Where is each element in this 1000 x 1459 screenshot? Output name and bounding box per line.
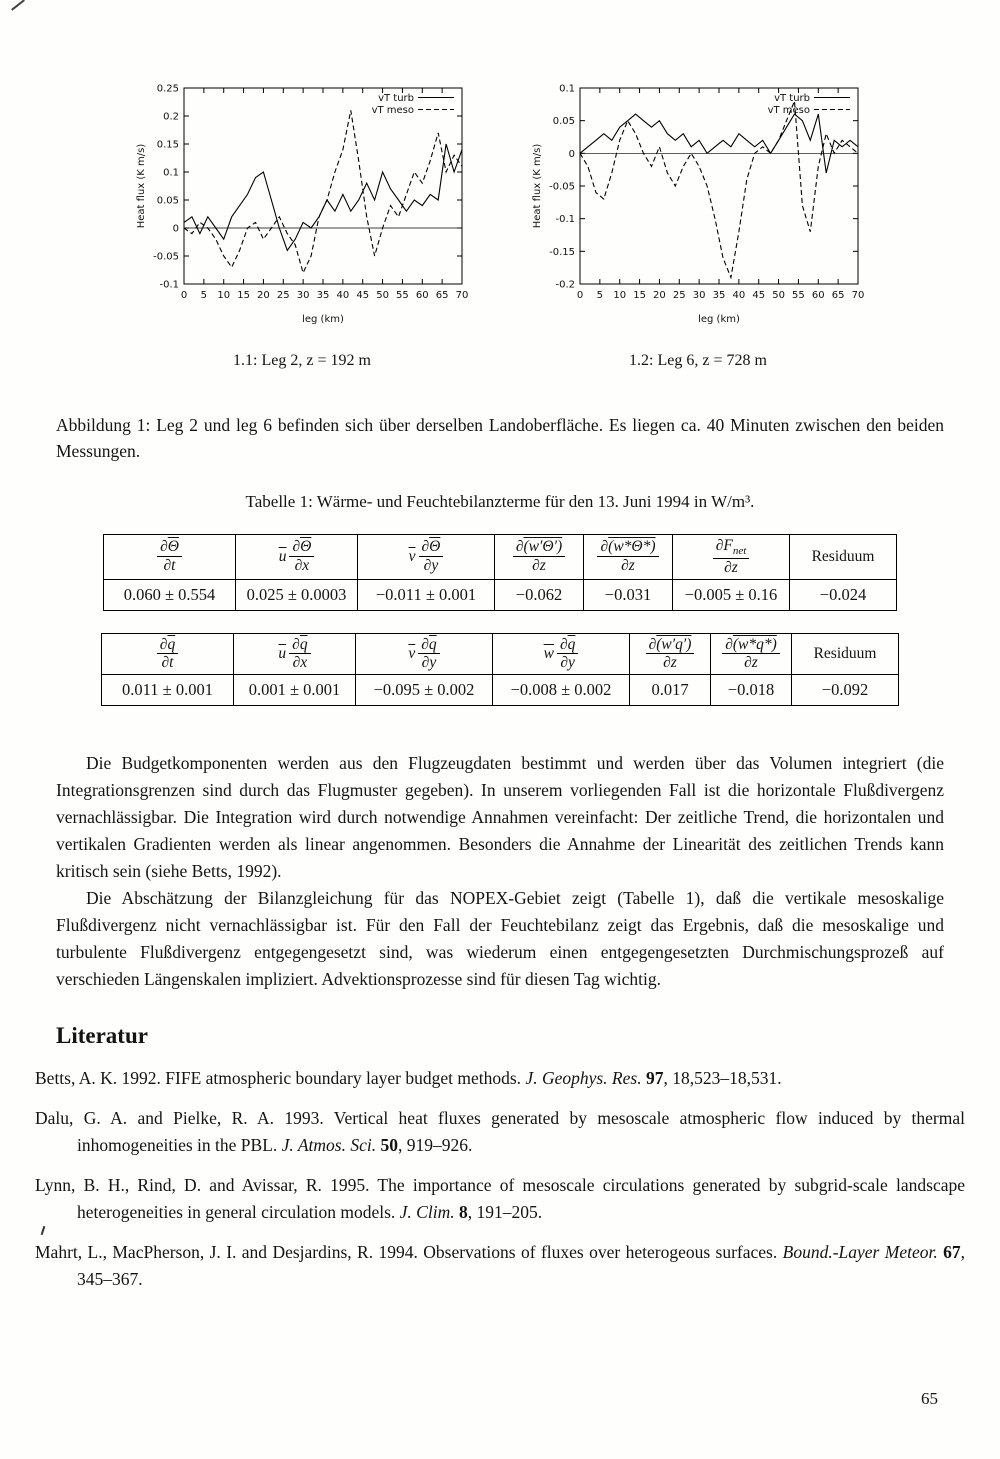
balance-table xyxy=(103,534,897,611)
math-segment: J. Geophys. Res. xyxy=(525,1068,646,1089)
svg-text:20: 20 xyxy=(653,290,666,301)
svg-text:leg (km): leg (km) xyxy=(302,314,344,325)
table-header-cell: $\overline{v}$ $\frac{\partial\overline{q}}{\partial y}$ xyxy=(356,633,493,675)
math-segment: $\overline{u}$ xyxy=(278,644,287,662)
math-segment: (w′Θ′) xyxy=(523,538,563,556)
math-segment: ∂ xyxy=(515,538,524,556)
math-segment: Betts, A. K. 1992. FIFE atmospheric boundary layer budget methods. xyxy=(35,1068,526,1089)
table-value-cell: −0.095 ± 0.002 xyxy=(356,675,493,706)
svg-text:40: 40 xyxy=(732,290,746,301)
svg-text:60: 60 xyxy=(811,290,825,301)
chart-leg2-caption: 1.1: Leg 2, z = 192 m xyxy=(233,352,371,369)
svg-text:40: 40 xyxy=(336,290,350,301)
math-segment: 97 xyxy=(645,1068,664,1089)
math-segment: ∂ xyxy=(292,635,300,653)
svg-text:15: 15 xyxy=(237,290,250,301)
svg-text:vT turb: vT turb xyxy=(378,93,414,104)
table-value-cell: −0.031 xyxy=(584,579,673,610)
math-segment: ∂ xyxy=(421,538,430,556)
svg-text:70: 70 xyxy=(455,290,469,301)
page-number: 65 xyxy=(921,1389,938,1408)
table-value-cell: −0.008 ± 0.002 xyxy=(493,675,630,706)
svg-text:0.1: 0.1 xyxy=(559,83,575,95)
math-segment: ∂F xyxy=(715,537,733,554)
svg-text:0: 0 xyxy=(568,148,575,160)
table-caption: Tabelle 1: Wärme- und Feuchtebilanzterme für den 13. Juni 1994 in W/m³. xyxy=(245,492,755,511)
svg-text:50: 50 xyxy=(772,290,785,301)
math-segment: $\overline{\Theta}$ xyxy=(300,538,312,556)
series-vt-turb xyxy=(580,114,858,173)
math-segment: (w′q′) xyxy=(656,635,692,653)
svg-text:0: 0 xyxy=(172,223,179,235)
svg-text:0.25: 0.25 xyxy=(156,83,179,95)
heat-balance-table xyxy=(0,534,1000,611)
math-segment: Dalu, G. A. and Pielke, R. A. 1993. Vertical heat fluxes generated by mesoscale atmospheric flow induced by thermal inhomogeneities in the PBL. xyxy=(35,1108,965,1156)
math-segment: 8 xyxy=(458,1202,468,1223)
body-paragraph-1: Die Budgetkomponenten werden aus den Flugzeugdaten bestimmt und werden über das Volumen integriert (die Integrationsgrenzen sind durch das Flugmuster gegeben). In unserem vorliegenden Fall ist die horizontale Flußdivergenz vernachlässigbar. Die Integration wird durch notwendige Annahmen vereinfacht: Der zeitliche Trend, die horizontalen und vertikalen Gradienten werden als linear angenommen. Besonders die Annahme der Linearität des zeitlichen Trends kann kritisch sein (siehe Betts, 1992). xyxy=(56,753,944,882)
table-header-cell: Residuum xyxy=(792,633,899,675)
moisture-balance-table xyxy=(0,633,1000,707)
math-segment: $\overline{v}$ xyxy=(408,644,416,662)
table-value-cell: −0.062 xyxy=(495,579,584,610)
table-header-cell: $\partial F_{net}$ ∂z xyxy=(673,535,790,580)
svg-text:5: 5 xyxy=(596,290,604,301)
math-segment: $\overline{w}$ xyxy=(543,644,554,662)
table-value-cell: 0.060 ± 0.554 xyxy=(104,579,236,610)
math-segment: $\overline{q}$ xyxy=(567,635,576,653)
chart-leg2-plot xyxy=(132,78,472,328)
table-header-cell: $\frac{\partial(w'\Theta')}{\partial z}$ xyxy=(495,535,584,580)
table-header-cell: $\overline{u}$ $\frac{\partial\overline{\Theta}}{\partial x}$ xyxy=(236,535,358,580)
svg-text:-0.1: -0.1 xyxy=(159,279,179,291)
table-value-cell: 0.025 ± 0.0003 xyxy=(236,579,358,610)
math-segment: , 345–367. xyxy=(77,1242,965,1290)
math-segment: (w*Θ*) xyxy=(608,538,656,556)
math-segment: ∂ xyxy=(648,635,657,653)
svg-text:-0.05: -0.05 xyxy=(153,251,179,263)
math-segment: $\overline{\Theta}$ xyxy=(167,538,179,556)
series-vt-meso xyxy=(184,110,462,272)
math-segment: $\overline{u}$ xyxy=(278,547,287,565)
chart-leg2 xyxy=(132,78,472,370)
svg-text:leg (km): leg (km) xyxy=(698,314,740,325)
svg-text:10: 10 xyxy=(613,290,627,301)
table-header-cell: $\overline{v}$ $\frac{\partial\overline{\Theta}}{\partial y}$ xyxy=(358,535,495,580)
math-segment: J. Atmos. Sci. xyxy=(281,1135,381,1156)
svg-text:45: 45 xyxy=(356,290,370,301)
literatur-heading: Literatur xyxy=(56,1023,148,1049)
math-segment: $\overline{q}$ xyxy=(299,635,308,653)
svg-text:-0.1: -0.1 xyxy=(555,214,575,226)
table-value-cell: −0.005 ± 0.16 xyxy=(673,579,790,610)
math-segment: ∂ xyxy=(160,538,168,556)
chart-leg6-plot xyxy=(528,78,868,328)
balance-table xyxy=(101,633,899,707)
svg-text:45: 45 xyxy=(752,290,766,301)
table-header-cell: $\frac{\partial(w*\Theta*)}{\partial z}$ xyxy=(584,535,673,580)
reference-item xyxy=(35,1172,965,1226)
table-value-cell: 0.011 ± 0.001 xyxy=(102,675,234,706)
svg-text:-0.15: -0.15 xyxy=(549,246,575,258)
reference-item xyxy=(35,1065,965,1092)
math-segment: , 18,523–18,531. xyxy=(663,1068,782,1089)
svg-text:0.2: 0.2 xyxy=(163,111,179,123)
svg-text:0.15: 0.15 xyxy=(156,139,179,151)
math-segment: ∂ xyxy=(159,635,168,653)
table-header-cell: $\overline{u}$ $\frac{\partial\overline{q}}{\partial x}$ xyxy=(234,633,356,675)
svg-text:35: 35 xyxy=(712,290,726,301)
svg-text:5: 5 xyxy=(200,290,208,301)
math-segment: (w*q*) xyxy=(732,635,777,653)
svg-text:30: 30 xyxy=(692,290,706,301)
table-value-cell: 0.017 xyxy=(630,675,711,706)
math-segment: ∂ xyxy=(292,538,301,556)
svg-text:65: 65 xyxy=(831,290,845,301)
svg-text:60: 60 xyxy=(415,290,429,301)
svg-text:0: 0 xyxy=(180,290,188,301)
math-segment: net xyxy=(732,545,747,558)
svg-text:0: 0 xyxy=(576,290,584,301)
svg-text:25: 25 xyxy=(276,290,290,301)
svg-text:65: 65 xyxy=(435,290,449,301)
math-segment: Bound.-Layer Meteor. xyxy=(782,1242,944,1263)
table-value-cell: 0.001 ± 0.001 xyxy=(234,675,356,706)
math-segment: 50 xyxy=(380,1135,398,1156)
table-value-cell: −0.011 ± 0.001 xyxy=(358,579,495,610)
svg-text:55: 55 xyxy=(792,290,805,301)
svg-text:25: 25 xyxy=(672,290,686,301)
math-segment: J. Clim. xyxy=(399,1202,459,1223)
svg-text:vT turb: vT turb xyxy=(774,93,810,104)
svg-text:15: 15 xyxy=(633,290,646,301)
svg-text:Heat flux (K m/s): Heat flux (K m/s) xyxy=(532,143,543,229)
math-segment: ∂ xyxy=(725,635,733,653)
body-paragraph-2: Die Abschätzung der Bilanzgleichung für das NOPEX-Gebiet zeigt (Tabelle 1), daß die vertikale mesoskalige Flußdivergenz nicht vernachlässigbar ist. Für den Fall der Feuchtebilanz zeigt das Ergebnis, daß die mesoskalige und turbulente Flußdivergenz entgegengesetzt sind, was wiederum einen entgegengesetzten Durchmischungsprozeß auf verschieden Längenskalen impliziert. Advektionsprozesse sind für diesen Tag wichtig. xyxy=(56,888,944,990)
math-segment: $\overline{q}$ xyxy=(167,635,176,653)
math-segment: ∂ xyxy=(559,635,568,653)
svg-text:vT meso: vT meso xyxy=(371,105,414,116)
svg-text:20: 20 xyxy=(257,290,270,301)
reference-item xyxy=(35,1239,965,1293)
svg-text:35: 35 xyxy=(316,290,330,301)
math-segment: , 919–926. xyxy=(397,1135,473,1156)
svg-text:0.05: 0.05 xyxy=(156,195,179,207)
math-segment: Lynn, B. H., Rind, D. and Avissar, R. 1995. The importance of mesoscale circulations generated by subgrid-scale landscape heterogeneities in general circulation models. xyxy=(35,1175,965,1223)
figure-row xyxy=(0,0,1000,370)
table-header-cell: $\frac{\partial\overline{q}}{\partial t}$ xyxy=(102,633,234,675)
reference-item xyxy=(35,1105,965,1159)
svg-text:0.05: 0.05 xyxy=(552,116,575,128)
svg-text:-0.05: -0.05 xyxy=(549,181,575,193)
table-header-cell: $\frac{\partial\overline{\Theta}}{\partial t}$ xyxy=(104,535,236,580)
svg-text:50: 50 xyxy=(376,290,389,301)
line-chart xyxy=(132,78,472,328)
math-segment: $\overline{v}$ xyxy=(408,547,416,565)
reference-list xyxy=(0,1065,1000,1293)
table-header-cell: Residuum xyxy=(790,535,897,580)
table-value-cell: −0.018 xyxy=(711,675,792,706)
svg-text:30: 30 xyxy=(296,290,310,301)
svg-text:-0.2: -0.2 xyxy=(555,279,575,291)
math-segment: $\overline{\Theta}$ xyxy=(429,538,441,556)
chart-leg6-caption: 1.2: Leg 6, z = 728 m xyxy=(629,352,767,369)
series-vt-meso xyxy=(580,101,858,277)
svg-text:Heat flux (K m/s): Heat flux (K m/s) xyxy=(136,143,147,229)
svg-text:55: 55 xyxy=(396,290,409,301)
table-header-cell: $\frac{\partial(w*q*)}{\partial z}$ xyxy=(711,633,792,675)
math-segment: ∂ xyxy=(421,635,429,653)
svg-text:10: 10 xyxy=(217,290,231,301)
math-segment: 67 xyxy=(943,1242,961,1263)
table-value-cell: −0.092 xyxy=(792,675,899,706)
math-segment: , 191–205. xyxy=(467,1202,543,1223)
series-vt-turb xyxy=(184,144,462,250)
figure-caption: Abbildung 1: Leg 2 und leg 6 befinden sich über derselben Landoberfläche. Es liegen ca. 40 Minuten zwischen den beiden Messungen. xyxy=(56,415,944,461)
svg-text:70: 70 xyxy=(851,290,865,301)
table-header-cell: $\frac{\partial(w'q')}{\partial z}$ xyxy=(630,633,711,675)
math-segment: Mahrt, L., MacPherson, J. I. and Desjardins, R. 1994. Observations of fluxes over heterogeous surfaces. xyxy=(35,1242,783,1263)
math-segment: $\overline{q}$ xyxy=(428,635,437,653)
svg-text:0.1: 0.1 xyxy=(163,167,179,179)
math-segment: ∂ xyxy=(600,538,609,556)
table-header-cell: $\overline{w}$ $\frac{\partial\overline{q}}{\partial y}$ xyxy=(493,633,630,675)
svg-text:vT meso: vT meso xyxy=(767,105,810,116)
line-chart xyxy=(528,78,868,328)
table-value-cell: −0.024 xyxy=(790,579,897,610)
chart-leg6 xyxy=(528,78,868,370)
